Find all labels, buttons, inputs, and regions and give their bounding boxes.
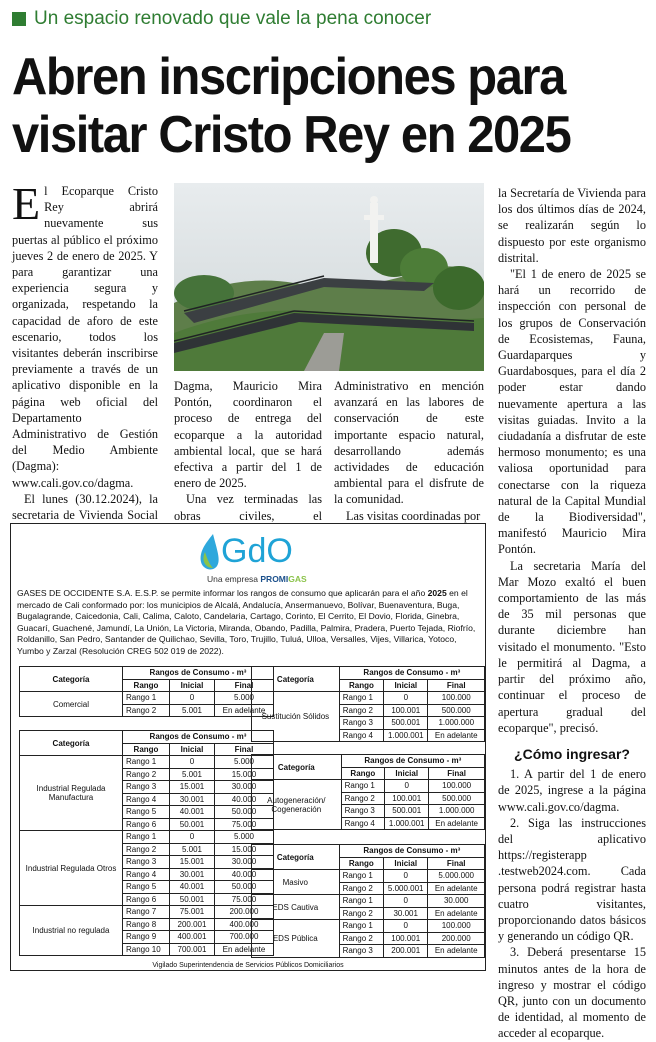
- table-row: [20, 692, 274, 705]
- rango-cell: Rango 2: [339, 704, 383, 717]
- rango-cell: Rango 4: [123, 793, 170, 806]
- rango-cell: Rango 1: [339, 692, 383, 705]
- header-categoria: Categoría: [20, 667, 123, 692]
- rango-cell: Rango 8: [123, 918, 170, 931]
- consumption-range-table: [251, 666, 485, 742]
- article-column-1: [12, 178, 158, 572]
- consumption-range-table: [251, 754, 485, 830]
- final-cell: 100.000: [428, 692, 485, 705]
- table-row: [252, 692, 485, 705]
- rango-cell: Rango 3: [123, 781, 170, 794]
- final-cell: 30.000: [215, 856, 274, 869]
- header-rango: Rango: [339, 679, 383, 692]
- final-cell: 15.000: [215, 768, 274, 781]
- header-final: Final: [429, 767, 485, 780]
- section-kicker: [12, 8, 431, 30]
- header-categoria: Categoría: [252, 845, 340, 870]
- consumption-range-table: [251, 844, 485, 958]
- article-column-2a: [174, 378, 322, 540]
- final-cell: 5.000: [215, 831, 274, 844]
- intro-year: 2025: [427, 588, 447, 598]
- gdo-advertisement: [10, 523, 486, 971]
- inicial-cell: 100.001: [385, 792, 429, 805]
- final-cell: 75.000: [215, 818, 274, 831]
- article-paragraph: La secretaria María del Mar Mozo exaltó el buen comportamiento de las más de 35 mil personas que durante diciembre han visitado el monumento. "Esto le permitirá al Dagma, a partir del próximo año, continuar el proceso de apertura gradual del ecoparque", precisó.: [498, 558, 646, 735]
- rango-cell: Rango 1: [339, 870, 383, 883]
- header-final: Final: [428, 679, 485, 692]
- rango-cell: Rango 1: [123, 756, 170, 769]
- logo-wordmark: GdO: [221, 532, 293, 570]
- tagline-gas: GAS: [288, 574, 307, 584]
- article-paragraph: Las visitas coordinadas por: [346, 508, 481, 523]
- header-rangos: Rangos de Consumo - m³: [123, 667, 274, 680]
- rango-cell: Rango 2: [123, 843, 170, 856]
- header-inicial: Inicial: [170, 679, 215, 692]
- final-cell: 1.000.000: [428, 717, 485, 730]
- step-item: 1. A partir del 1 de enero de 2025, ingrese a la página www.cali.gov.co/dagma.: [498, 767, 646, 814]
- final-cell: 15.000: [215, 843, 274, 856]
- header-inicial: Inicial: [385, 767, 429, 780]
- inicial-cell: 0: [170, 831, 215, 844]
- final-cell: 5.000: [215, 692, 274, 705]
- rango-cell: Rango 3: [339, 945, 383, 958]
- inicial-cell: 200.001: [170, 918, 215, 931]
- table-row: [252, 895, 485, 908]
- final-cell: En adelante: [428, 945, 485, 958]
- rango-cell: Rango 3: [339, 717, 383, 730]
- inicial-cell: 50.001: [170, 893, 215, 906]
- headline-line-1: Abren inscripciones para: [12, 48, 565, 106]
- tagline-brand: PROMI: [260, 574, 289, 584]
- inicial-cell: 100.001: [384, 932, 428, 945]
- rango-cell: Rango 5: [123, 881, 170, 894]
- rango-cell: Rango 2: [123, 768, 170, 781]
- consumption-range-table: [19, 730, 274, 956]
- rango-cell: Rango 3: [341, 805, 385, 818]
- header-inicial: Inicial: [170, 743, 215, 756]
- final-cell: En adelante: [428, 907, 485, 920]
- header-categoria: Categoría: [20, 731, 123, 756]
- header-rango: Rango: [123, 679, 170, 692]
- category-cell: Sustitución Sólidos: [252, 692, 340, 742]
- rango-cell: Rango 4: [339, 729, 383, 742]
- table-row: [20, 831, 274, 844]
- final-cell: 100.000: [429, 780, 485, 793]
- final-cell: 30.000: [215, 781, 274, 794]
- ad-intro-text: [17, 588, 479, 657]
- rango-cell: Rango 2: [339, 882, 383, 895]
- category-cell: Industrial Regulada Manufactura: [20, 756, 123, 831]
- category-cell: EDS Pública: [252, 920, 340, 958]
- header-final: Final: [428, 857, 485, 870]
- final-cell: 40.000: [215, 868, 274, 881]
- inicial-cell: 400.001: [170, 931, 215, 944]
- table-row: [252, 870, 485, 883]
- category-cell: Industrial no regulada: [20, 906, 123, 956]
- section-subhead: ¿Cómo ingresar?: [514, 745, 630, 762]
- inicial-cell: 15.001: [170, 856, 215, 869]
- inicial-cell: 0: [385, 780, 429, 793]
- header-categoria: Categoría: [252, 667, 340, 692]
- final-cell: 30.000: [428, 895, 485, 908]
- table-row: [20, 906, 274, 919]
- inicial-cell: 0: [384, 870, 428, 883]
- rango-cell: Rango 4: [123, 868, 170, 881]
- final-cell: 50.000: [215, 881, 274, 894]
- rango-cell: Rango 3: [123, 856, 170, 869]
- inicial-cell: 1.000.001: [385, 817, 429, 830]
- final-cell: 100.000: [428, 920, 485, 933]
- kicker-text: Un espacio renovado que vale la pena conocer: [34, 8, 432, 29]
- inicial-cell: 200.001: [384, 945, 428, 958]
- final-cell: 700.000: [215, 931, 274, 944]
- header-inicial: Inicial: [384, 679, 428, 692]
- step-item: 2. Siga las instrucciones del aplicativo https://registerapp .testweb2024.com. Cada persona podrá registrar hasta cuatro visitantes, proporcionando datos básicos y generando un código QR.: [498, 815, 646, 944]
- final-cell: 5.000.000: [428, 870, 485, 883]
- header-final: Final: [215, 679, 274, 692]
- inicial-cell: 15.001: [170, 781, 215, 794]
- article-paragraph: [12, 178, 158, 491]
- inicial-cell: 1.000.001: [384, 729, 428, 742]
- kicker-square-icon: [12, 12, 26, 26]
- inicial-cell: 500.001: [384, 717, 428, 730]
- final-cell: 500.000: [428, 704, 485, 717]
- inicial-cell: 40.001: [170, 881, 215, 894]
- rango-cell: Rango 1: [339, 920, 383, 933]
- category-cell: EDS Cautiva: [252, 895, 340, 920]
- inicial-cell: 30.001: [170, 868, 215, 881]
- inicial-cell: 5.001: [170, 704, 215, 717]
- tagline-prefix: Una empresa: [207, 574, 261, 584]
- cristo-rey-photo: [174, 183, 484, 371]
- category-cell: Comercial: [20, 692, 123, 717]
- header-rangos: Rangos de Consumo - m³: [123, 731, 274, 744]
- inicial-cell: 700.001: [170, 943, 215, 956]
- intro-end: en el mercado de Cali conformado por: los municipios de Alcalá, Andalucía, Ansermanuevo, Bolívar, Buenaventura, Buga, Bugalagrande, Caicedonia, Cali, Calima, Caloto, Candelaria, Cartago, Corinto, El Cerrito, El Dovio, Florida, Ginebra, Guacarí, Guachené, Jamundí, La Unión, La Victoria, Miranda, Obando, Padilla, Palmira, Pradera, Puerto Tejada, Riofrío, Roldanillo, San Pedro, Santander de Quilichao, Sevilla, Toro, Trujillo, Tuluá, Ulloa, Versalles, Vijes, Villarica, Yotoco, Yumbo y Zarzal (Resolución CREG 502 019 de 2022).: [17, 588, 476, 656]
- final-cell: 500.000: [429, 792, 485, 805]
- rango-cell: Rango 7: [123, 906, 170, 919]
- final-cell: 40.000: [215, 793, 274, 806]
- header-final: Final: [215, 743, 274, 756]
- final-cell: 400.000: [215, 918, 274, 931]
- ecoparque-image: [174, 183, 484, 371]
- inicial-cell: 5.000.001: [384, 882, 428, 895]
- inicial-cell: 0: [384, 895, 428, 908]
- article-column-3: [498, 185, 646, 1042]
- inicial-cell: 5.001: [170, 843, 215, 856]
- inicial-cell: 0: [384, 692, 428, 705]
- category-cell: Autogeneración/ Cogeneración: [252, 780, 342, 830]
- logo-tagline: [207, 574, 307, 584]
- inicial-cell: 500.001: [385, 805, 429, 818]
- final-cell: 200.000: [215, 906, 274, 919]
- rango-cell: Rango 6: [123, 818, 170, 831]
- header-rangos: Rangos de Consumo - m³: [339, 845, 484, 858]
- inicial-cell: 0: [384, 920, 428, 933]
- rango-cell: Rango 2: [123, 704, 170, 717]
- article-paragraph: la Secretaría de Vivienda para los dos últimos días de 2024, se realizarán según lo dispuesto por este organismo distrital.: [498, 186, 646, 265]
- inicial-cell: 30.001: [170, 793, 215, 806]
- article-paragraph: El lunes (30.12.2024), la secretaria de Vivienda Social: [12, 491, 158, 523]
- final-cell: 200.000: [428, 932, 485, 945]
- category-cell: Industrial Regulada Otros: [20, 831, 123, 906]
- headline: [12, 48, 614, 164]
- rango-cell: Rango 4: [341, 817, 385, 830]
- final-cell: 1.000.000: [429, 805, 485, 818]
- headline-line-2: visitar Cristo Rey en 2025: [12, 106, 571, 164]
- inicial-cell: 5.001: [170, 768, 215, 781]
- rango-cell: Rango 6: [123, 893, 170, 906]
- rango-cell: Rango 2: [339, 932, 383, 945]
- final-cell: En adelante: [215, 943, 274, 956]
- inicial-cell: 75.001: [170, 906, 215, 919]
- table-row: [252, 920, 485, 933]
- inicial-cell: 0: [170, 692, 215, 705]
- article-paragraph: Una vez terminadas las obras civiles, el: [174, 492, 322, 523]
- inicial-cell: 0: [170, 756, 215, 769]
- rango-cell: Rango 1: [123, 692, 170, 705]
- header-rango: Rango: [123, 743, 170, 756]
- final-cell: 75.000: [215, 893, 274, 906]
- category-cell: Masivo: [252, 870, 340, 895]
- intro-start: GASES DE OCCIDENTE S.A. E.S.P. se permite informar los rangos de consumo que aplicarán para el año: [17, 588, 428, 598]
- article-paragraph: Administrativo en mención avanzará en las labores de conservación de este importante espacio natural, desarrollando además actividades de educación ambiental para el disfrute de la comunidad.: [334, 379, 484, 507]
- rango-cell: Rango 5: [123, 806, 170, 819]
- table-row: [252, 780, 485, 793]
- final-cell: En adelante: [215, 704, 274, 717]
- header-inicial: Inicial: [384, 857, 428, 870]
- rango-cell: Rango 1: [341, 780, 385, 793]
- header-categoria: Categoría: [252, 755, 342, 780]
- inicial-cell: 40.001: [170, 806, 215, 819]
- rango-cell: Rango 1: [339, 895, 383, 908]
- rango-cell: Rango 2: [341, 792, 385, 805]
- ad-footer: Vigilado Superintendencia de Servicios Públicos Domiciliarios: [152, 962, 344, 969]
- inicial-cell: 30.001: [384, 907, 428, 920]
- final-cell: 50.000: [215, 806, 274, 819]
- rango-cell: Rango 9: [123, 931, 170, 944]
- consumption-range-table: [19, 666, 274, 717]
- final-cell: En adelante: [428, 729, 485, 742]
- drop-cap: E: [12, 178, 41, 229]
- paragraph-text: l Ecoparque Cristo Rey abrirá nuevamente sus puertas al público el próximo jueves 2 de enero de 2025. Y para garantizar una experiencia segura y organizada, respetando la capacidad de aforo de este escenario, todos los visitantes deberán inscribirse previamente a través de un aplicativo disponible en la página web oficial del Departamento Administrativo de Gestión del Medio Ambiente (Dagma): www.cali.gov.co/dagma.: [12, 184, 158, 490]
- table-row: [20, 756, 274, 769]
- header-rango: Rango: [339, 857, 383, 870]
- article-paragraph: "El 1 de enero de 2025 se hará un recorrido de inspección con personal de los grupos de Conservación de Ecosistemas, Fauna, Guardaparques y Guardabosques, para el día 2 poder estar dando nuevamente apertura a las visitas guiadas. Invito a la ciudadanía a disfrutar de este hermoso monumento; es una valiosa oportunidad para conectarse con la riqueza natural de la Capital Mundial de la Biodiversidad", manifestó Mauricio Mira Pontón.: [498, 267, 646, 557]
- inicial-cell: 100.001: [384, 704, 428, 717]
- final-cell: 5.000: [215, 756, 274, 769]
- rango-cell: Rango 1: [123, 831, 170, 844]
- final-cell: En adelante: [429, 817, 485, 830]
- rango-cell: Rango 2: [339, 907, 383, 920]
- article-column-2b: [334, 378, 484, 524]
- final-cell: En adelante: [428, 882, 485, 895]
- header-rango: Rango: [341, 767, 385, 780]
- rango-cell: Rango 10: [123, 943, 170, 956]
- step-item: 3. Deberá presentarse 15 minutos antes de la hora de ingreso y mostrar el código QR, junto con un documento de identidad, al momento de acceder al ecoparque.: [498, 945, 646, 1041]
- header-rangos: Rangos de Consumo - m³: [339, 667, 484, 680]
- article-paragraph: Dagma, Mauricio Mira Pontón, coordinaron el proceso de entrega del ecoparque a la autoridad ambiental local, que se hará efectiva a partir del 1 de enero de 2025.: [174, 379, 322, 491]
- header-rangos: Rangos de Consumo - m³: [341, 755, 484, 768]
- inicial-cell: 50.001: [170, 818, 215, 831]
